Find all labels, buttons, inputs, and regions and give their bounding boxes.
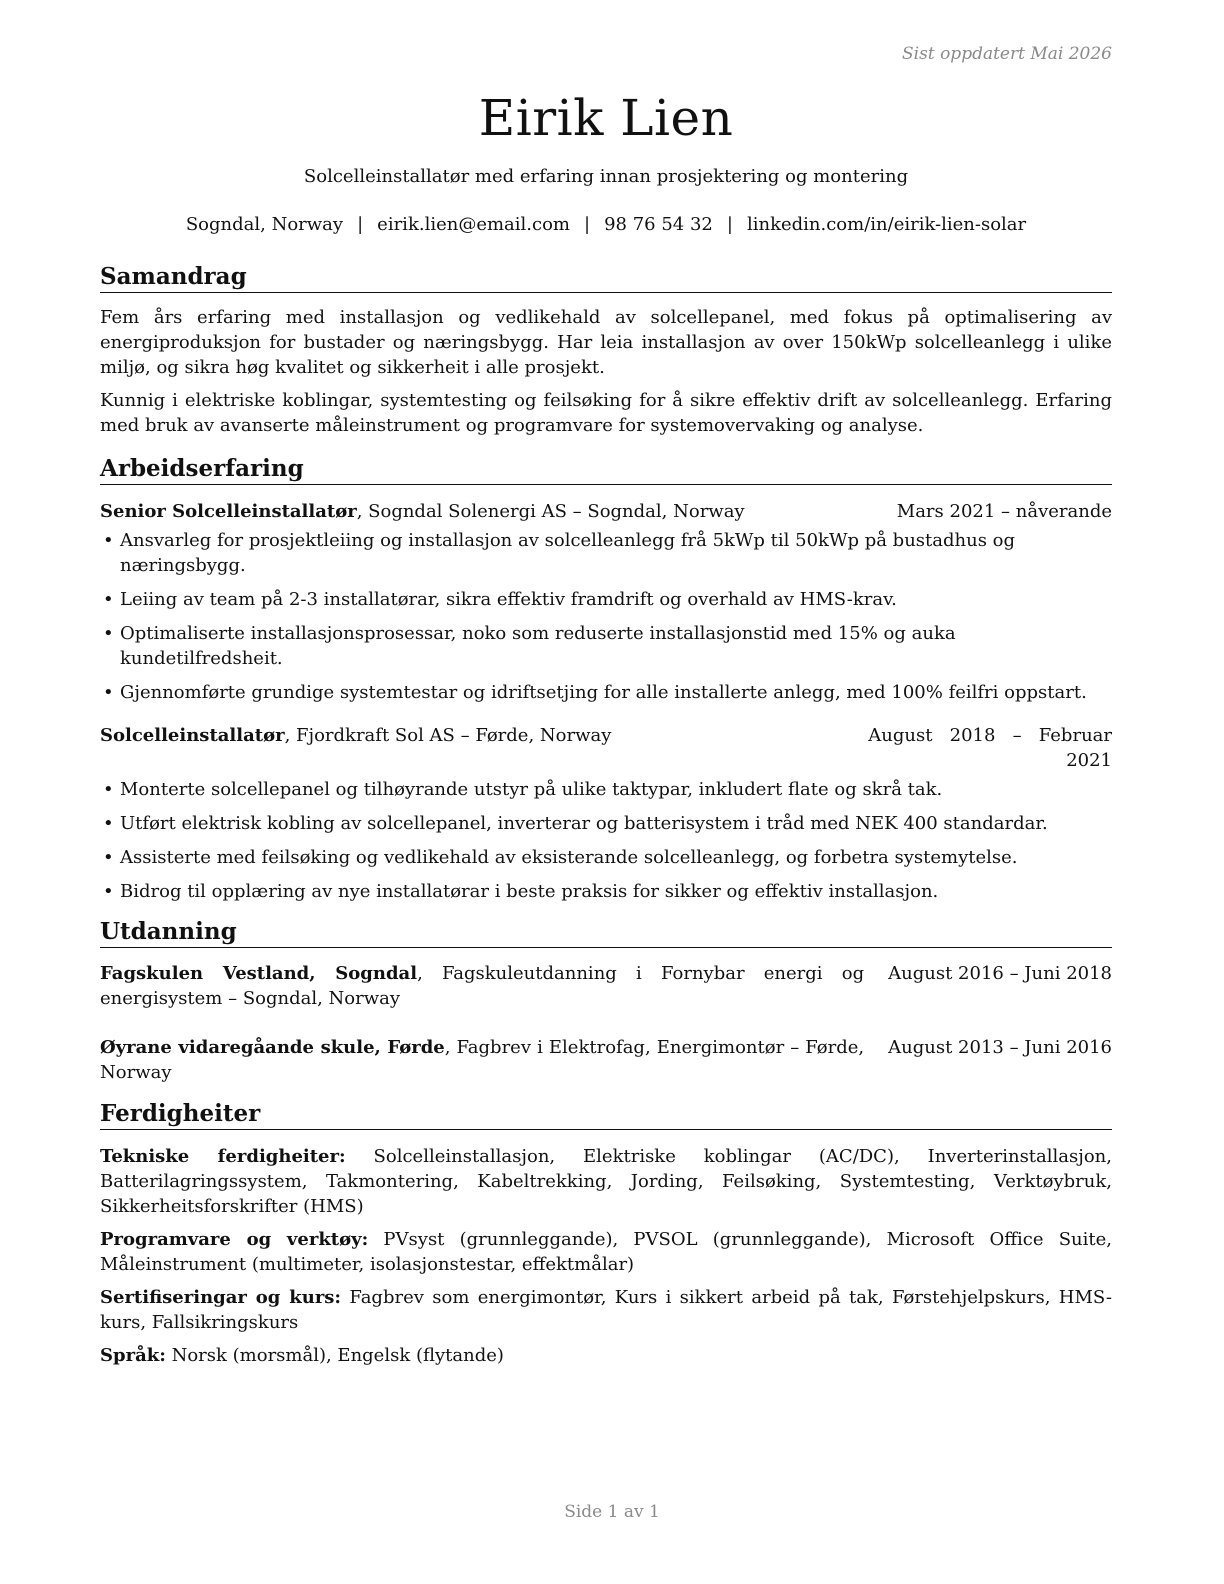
- page-number: Side 1 av 1: [564, 1502, 660, 1522]
- education-date: August 2013 – Juni 2016: [888, 1037, 1112, 1058]
- job-header: [100, 723, 1112, 773]
- skill-text: Fagbrev som energimontør, Kurs i sikkert arbeid på tak, Førstehjelpskurs, HMS-kurs, Fallsikringskurs: [100, 1287, 1112, 1333]
- job-bullets: [100, 528, 1112, 705]
- job-date: Mars 2021 – nåverande: [896, 501, 1112, 522]
- skill-label: Sertifiseringar og kurs:: [100, 1287, 342, 1308]
- job-details: , Sogndal Solenergi AS – Sogndal, Norway: [356, 501, 745, 522]
- summary-paragraph: Fem års erfaring med installasjon og vedlikehald av solcellepanel, med fokus på optimalisering av energiproduksjon for bustader og næringsbygg. Har leia installasjon av over 150kWp solcelleanlegg i ulike miljø, og sikra høg kvalitet og sikkerheit i alle prosjekt.: [100, 307, 1112, 378]
- skill-text: PVsyst (grunnleggande), PVSOL (grunnleggande), Microsoft Office Suite, Måleinstrument (multimeter, isolasjonstestar, effektmålar): [100, 1229, 1112, 1275]
- job-entry: [100, 499, 1112, 705]
- contact-linkedin[interactable]: linkedin.com/in/eirik-lien-solar: [746, 214, 1027, 235]
- last-updated-note: Sist oppdatert Mai 2026: [902, 44, 1112, 64]
- contact-email[interactable]: eirik.lien@email.com: [377, 214, 571, 235]
- skill-text: Norsk (morsmål), Engelsk (flytande): [165, 1345, 504, 1366]
- list-item: • Utført elektrisk kobling av solcellepanel, inverterar og batterisystem i tråd med NEK 400 standardar.: [103, 813, 1048, 834]
- section-title-experience: Arbeidserfaring: [100, 455, 1112, 485]
- section-title-summary: Samandrag: [100, 263, 1112, 293]
- list-item: • Leiing av team på 2-3 installatørar, sikra effektiv framdrift og overhald av HMS-krav.: [103, 589, 897, 610]
- list-item: • Ansvarleg for prosjektleiing og installasjon av solcelleanlegg frå 5kWp til 50kWp på bustadhus og næringsbygg.: [103, 530, 1016, 576]
- job-entry: [100, 723, 1112, 904]
- experience-section: [100, 455, 1112, 904]
- job-bullets: [100, 777, 1112, 904]
- skill-text: Solcelleinstallasjon, Elektriske koblingar (AC/DC), Inverterinstallasjon, Batterilagringssystem, Takmontering, Kabeltrekking, Jording, Feilsøking, Systemtesting, Verktøybruk, Sikkerheitsforskrifter (HMS): [100, 1146, 1112, 1217]
- education-date: August 2016 – Juni 2018: [888, 963, 1112, 984]
- contact-separator: |: [357, 214, 364, 235]
- education-section: [100, 918, 1112, 1085]
- section-title-education: Utdanning: [100, 918, 1112, 948]
- skill-label: Tekniske ferdigheiter:: [100, 1146, 346, 1167]
- person-name: Eirik Lien: [478, 89, 734, 147]
- skill-label: Programvare og verktøy:: [100, 1229, 369, 1250]
- list-item: • Gjennomførte grundige systemtestar og idriftsetjing for alle installerte anlegg, med 100% feilfri oppstart.: [103, 682, 1087, 703]
- job-details: , Fjordkraft Sol AS – Førde, Norway: [284, 725, 612, 746]
- contact-location: Sogndal, Norway: [185, 214, 344, 235]
- job-role: Solcelleinstallatør: [100, 725, 285, 746]
- education-entry: [100, 961, 1112, 1011]
- job-role: Senior Solcelleinstallatør: [100, 501, 357, 522]
- list-item: • Monterte solcellepanel og tilhøyrande utstyr på ulike taktypar, inkludert flate og skrå tak.: [103, 779, 943, 800]
- section-title-skills: Ferdigheiter: [100, 1100, 1112, 1130]
- contact-separator: |: [726, 214, 733, 235]
- skills-section: [100, 1100, 1112, 1368]
- skill-group: [100, 1285, 1112, 1335]
- skill-group: [100, 1343, 1112, 1368]
- education-entry: [100, 1035, 1112, 1085]
- education-school: Øyrane vidaregåande skule, Førde: [100, 1037, 445, 1058]
- education-details: , Fagskuleutdanning i Fornybar energi og energisystem – Sogndal, Norway: [100, 963, 865, 1009]
- list-item: • Bidrog til opplæring av nye installatørar i beste praksis for sikker og effektiv installasjon.: [103, 881, 939, 902]
- education-details: , Fagbrev i Elektrofag, Energimontør – Førde, Norway: [100, 1037, 865, 1083]
- job-date: August 2018 – Februar 2021: [868, 725, 1112, 771]
- education-school: Fagskulen Vestland, Sogndal: [100, 963, 418, 984]
- job-header: [100, 499, 1112, 524]
- skill-label: Språk:: [100, 1345, 166, 1366]
- summary-paragraph: Kunnig i elektriske koblingar, systemtesting og feilsøking for å sikre effektiv drift av solcelleanlegg. Erfaring med bruk av avanserte måleinstrument og programvare for systemovervaking og analyse.: [100, 390, 1112, 436]
- list-item: • Optimaliserte installasjonsprosessar, noko som reduserte installasjonstid med 15% og auka kundetilfredsheit.: [103, 623, 956, 669]
- contact-line: [100, 214, 1112, 235]
- skill-group: [100, 1144, 1112, 1219]
- list-item: • Assisterte med feilsøking og vedlikehald av eksisterande solcelleanlegg, og forbetra systemytelse.: [103, 847, 1018, 868]
- summary-section: [100, 263, 1112, 438]
- skill-group: [100, 1227, 1112, 1277]
- contact-phone: 98 76 54 32: [604, 214, 713, 235]
- resume-content: [100, 88, 1112, 1368]
- contact-separator: |: [584, 214, 591, 235]
- tagline: Solcelleinstallatør med erfaring innan prosjektering og montering: [303, 166, 909, 187]
